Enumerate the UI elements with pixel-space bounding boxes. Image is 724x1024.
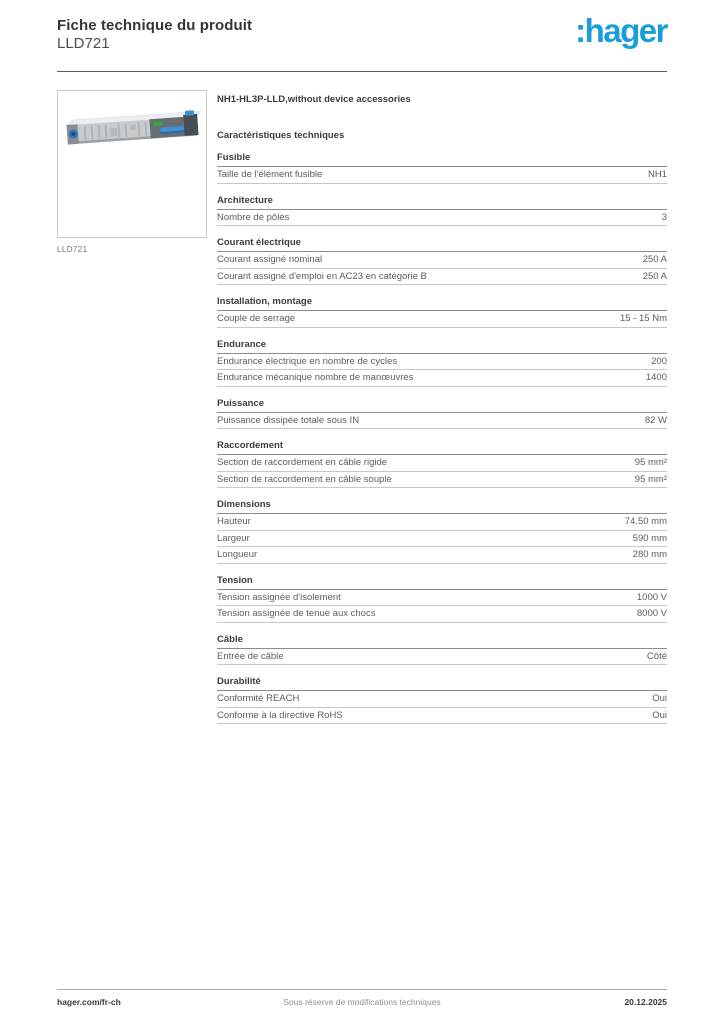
spec-row-label: Tension assignée de tenue aux chocs [217, 608, 376, 619]
spec-row-value: 3 [661, 211, 667, 223]
spec-row [217, 167, 667, 184]
footer-disclaimer: Sous réserve de modifications techniques [283, 997, 441, 1007]
spec-section-title: Durabilité [217, 676, 667, 691]
spec-row-value: 95 mm² [634, 457, 667, 468]
spec-row-value: 95 mm² [634, 473, 667, 485]
spec-section-title: Installation, montage [217, 296, 667, 311]
spec-section [217, 237, 667, 285]
spec-section-title: Courant électrique [217, 237, 667, 252]
spec-row-value: 1400 [645, 372, 667, 383]
spec-row-label: Conformité REACH [217, 693, 300, 704]
product-photo [58, 91, 206, 237]
spec-row-label: Largeur [217, 532, 250, 544]
spec-section [217, 296, 667, 328]
spec-row [217, 472, 667, 489]
document-title: Fiche technique du produit [57, 17, 253, 34]
spec-section [217, 440, 667, 488]
spec-section-title: Dimensions [217, 499, 667, 514]
spec-row-value: 74.50 mm [624, 516, 667, 527]
spec-row-label: Courant assigné d'emploi en AC23 en catégorie B [217, 270, 427, 282]
spec-row [217, 691, 667, 708]
spec-section-title: Raccordement [217, 440, 667, 455]
footer-website: hager.com/fr-ch [57, 997, 121, 1007]
spec-row [217, 455, 667, 472]
spec-row-value: 15 - 15 Nm [620, 313, 667, 324]
spec-row-label: Nombre de pôles [217, 211, 290, 223]
spec-row-label: Entrée de câble [217, 650, 284, 662]
spec-row-value: 8000 V [636, 608, 667, 619]
spec-row-label: Section de raccordement en câble souple [217, 473, 392, 485]
spec-row [217, 413, 667, 430]
spec-row-value: 200 [651, 355, 667, 367]
spec-row-value: Côté [646, 650, 667, 662]
spec-row-label: Tension assignée d'isolement [217, 591, 341, 603]
spec-row [217, 590, 667, 607]
spec-section [217, 499, 667, 564]
spec-row-value: 280 mm [632, 549, 667, 560]
specifications-column [217, 90, 667, 724]
hager-logo: :hager [575, 12, 667, 49]
product-image-caption: LLD721 [57, 245, 88, 254]
product-image-frame [57, 90, 207, 238]
spec-row [217, 514, 667, 531]
spec-row-label: Puissance dissipée totale sous IN [217, 414, 360, 426]
spec-section [217, 676, 667, 724]
spec-section [217, 575, 667, 623]
spec-row-label: Longueur [217, 549, 258, 560]
spec-section [217, 339, 667, 387]
spec-row-label: Taille de l'élément fusible [217, 169, 323, 180]
header-divider [57, 71, 667, 72]
spec-row [217, 547, 667, 564]
spec-row-value: Oui [652, 693, 667, 704]
spec-row [217, 649, 667, 666]
spec-section-title: Endurance [217, 339, 667, 354]
spec-row [217, 606, 667, 623]
spec-row [217, 708, 667, 725]
spec-section-title: Câble [217, 634, 667, 649]
spec-row-label: Endurance mécanique nombre de manœuvres [217, 372, 414, 383]
spec-row [217, 311, 667, 328]
spec-row-value: 1000 V [636, 591, 667, 603]
spec-row [217, 370, 667, 387]
spec-row-label: Hauteur [217, 516, 251, 527]
spec-row-label: Conforme à la directive RoHS [217, 709, 343, 721]
specs-heading: Caractéristiques techniques [217, 130, 345, 141]
product-reference: LLD721 [57, 35, 110, 52]
spec-row [217, 210, 667, 227]
spec-sections [217, 152, 667, 724]
spec-row-value: Oui [652, 709, 667, 721]
spec-row [217, 252, 667, 269]
spec-row [217, 531, 667, 548]
content-area [57, 90, 667, 724]
product-image-column [57, 90, 207, 724]
spec-section-title: Tension [217, 575, 667, 590]
spec-row [217, 269, 667, 286]
spec-row-value: 250 A [642, 254, 667, 265]
spec-row-label: Endurance électrique en nombre de cycles [217, 355, 398, 367]
spec-section [217, 152, 667, 184]
spec-section-title: Fusible [217, 152, 667, 167]
spec-row-value: 590 mm [632, 532, 667, 544]
spec-row-value: 250 A [642, 270, 667, 282]
spec-section [217, 195, 667, 227]
spec-row [217, 354, 667, 371]
spec-row-label: Courant assigné nominal [217, 254, 323, 265]
spec-section-title: Puissance [217, 398, 667, 413]
spec-row-value: NH1 [647, 169, 667, 180]
page-header [57, 12, 667, 53]
page-footer [57, 989, 667, 1007]
footer-date: 20.12.2025 [624, 997, 667, 1007]
spec-row-label: Couple de serrage [217, 313, 296, 324]
spec-row-label: Section de raccordement en câble rigide [217, 457, 388, 468]
spec-section [217, 634, 667, 666]
spec-row-value: 82 W [644, 414, 667, 426]
spec-section [217, 398, 667, 430]
spec-section-title: Architecture [217, 195, 667, 210]
product-name: NH1-HL3P-LLD,without device accessories [217, 94, 411, 105]
